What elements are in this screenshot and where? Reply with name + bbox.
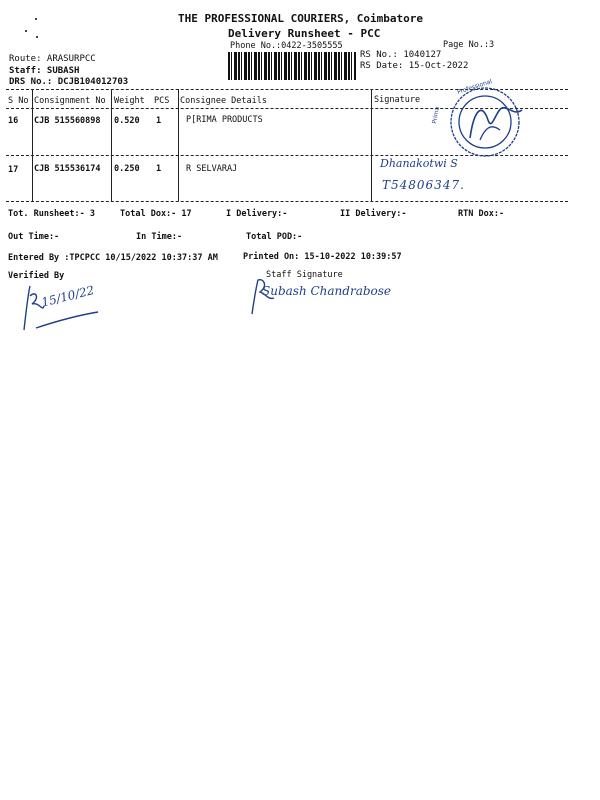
page-number: Page No.:3 bbox=[443, 40, 495, 50]
rs-date: RS Date: 15-Oct-2022 bbox=[360, 61, 469, 71]
entered-by: Entered By :TPCPCC 10/15/2022 10:37:37 AM bbox=[8, 253, 218, 263]
scan-speck bbox=[25, 30, 27, 32]
company-stamp-seal bbox=[430, 80, 540, 160]
header-consignee: Consignee Details bbox=[180, 96, 267, 106]
header-weight: Weight bbox=[114, 96, 145, 106]
staff-signature-label: Staff Signature bbox=[266, 270, 343, 280]
out-time: Out Time:- bbox=[8, 232, 60, 242]
barcode-image bbox=[228, 52, 356, 80]
runsheet-subtitle: Delivery Runsheet - PCC bbox=[228, 27, 381, 40]
verified-date: 15/10/22 bbox=[40, 282, 96, 310]
row-17-weight: 0.250 bbox=[114, 164, 140, 174]
ii-delivery: II Delivery:- bbox=[340, 209, 407, 219]
i-delivery: I Delivery:- bbox=[226, 209, 288, 219]
total-pod: Total POD:- bbox=[246, 232, 303, 242]
column-divider bbox=[371, 89, 372, 201]
table-bottom-rule bbox=[6, 201, 568, 202]
column-divider bbox=[111, 89, 112, 201]
rtn-dox: RTN Dox:- bbox=[458, 209, 505, 219]
printed-on: Printed On: 15-10-2022 10:39:57 bbox=[243, 252, 402, 262]
row-17-consignee: R SELVARAJ bbox=[186, 164, 238, 174]
row-17-signature-phone: T54806347. bbox=[382, 178, 465, 192]
row-16-consignee: P[RIMA PRODUCTS bbox=[186, 115, 263, 125]
route-label: Route: ARASURPCC bbox=[9, 54, 96, 64]
row-17-consignment: CJB 515536174 bbox=[34, 164, 101, 174]
staff-signature-name: Subash Chandrabose bbox=[262, 284, 392, 298]
column-divider bbox=[178, 89, 179, 201]
row-17-sno: 17 bbox=[8, 165, 19, 175]
header-pcs: PCS bbox=[154, 96, 170, 106]
row-16-weight: 0.520 bbox=[114, 116, 140, 126]
row-16-pcs: 1 bbox=[156, 116, 162, 126]
rs-number: RS No.: 1040127 bbox=[360, 50, 442, 60]
staff-label: Staff: SUBASH bbox=[9, 66, 80, 76]
scan-speck bbox=[35, 18, 37, 20]
in-time: In Time:- bbox=[136, 232, 183, 242]
scan-speck bbox=[36, 36, 38, 38]
phone-number: Phone No.:0422-3505555 bbox=[230, 41, 343, 51]
total-dox: Total Dox:- 17 bbox=[120, 209, 192, 219]
drs-number: DRS No.: DCJB104012703 bbox=[9, 77, 129, 87]
header-signature: Signature bbox=[374, 95, 421, 105]
tot-runsheet: Tot. Runsheet:- 3 bbox=[8, 209, 95, 219]
header-sno: S No bbox=[8, 96, 29, 106]
company-title: THE PROFESSIONAL COURIERS, Coimbatore bbox=[178, 12, 424, 25]
row-16-sno: 16 bbox=[8, 116, 19, 126]
verified-by-label: Verified By bbox=[8, 271, 65, 281]
row-17-signature-name: Dhanakotwi S bbox=[380, 157, 458, 170]
stamp-text-top: Professional bbox=[456, 78, 493, 96]
column-divider bbox=[32, 89, 33, 201]
row-16-consignment: CJB 515560898 bbox=[34, 116, 101, 126]
header-consignment: Consignment No bbox=[34, 96, 106, 106]
row-17-pcs: 1 bbox=[156, 164, 162, 174]
stamp-text-side: Prima bbox=[431, 106, 441, 125]
